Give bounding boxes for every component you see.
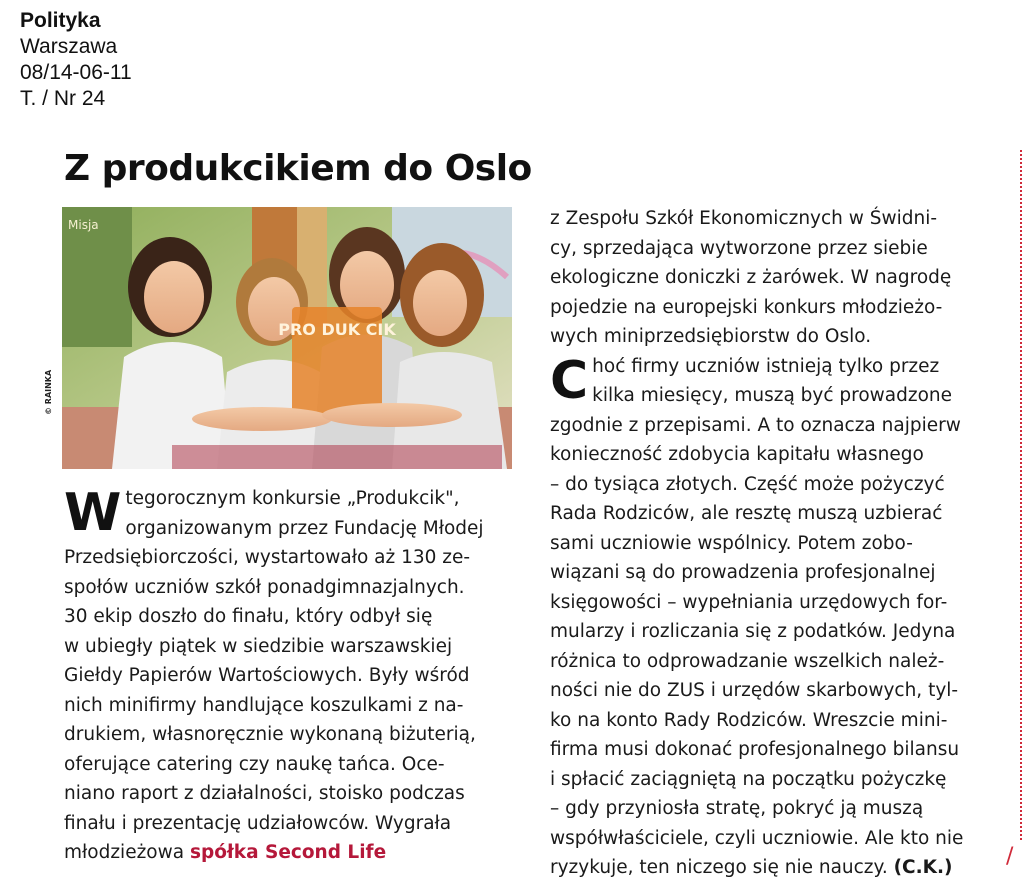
text-line: mularzy i rozliczania się z podatków. Jedyna	[550, 621, 956, 642]
text-line-prefix: młodzieżowa	[64, 842, 190, 863]
text-line: konieczność zdobycia kapitału własnego	[550, 444, 924, 465]
text-line: pojedzie na europejski konkurs młodzieżo-	[550, 296, 943, 318]
publication-name: Polityka	[20, 9, 101, 32]
text-line: tegorocznym konkursie „Produkcik",	[125, 488, 460, 509]
text-line: cy, sprzedająca wytworzone przez siebie	[550, 237, 928, 259]
text-line: kilka miesięcy, muszą być prowadzone	[592, 385, 953, 406]
text-line: 30 ekip doszło do finału, który odbył się	[64, 606, 433, 627]
text-line: z Zespołu Szkół Ekonomicznych w Świdni-	[550, 208, 938, 229]
paragraph-right	[550, 352, 963, 883]
author-signature: (C.K.)	[893, 857, 953, 878]
article-column-left	[64, 483, 484, 868]
text-line: sami uczniowie wspólnicy. Potem zobo-	[550, 532, 913, 554]
text-line: firma musi dokonać profesjonalnego bilansu	[550, 739, 960, 760]
publication-date: 08/14-06-11	[20, 61, 132, 84]
source-block	[20, 8, 132, 112]
text-line: niano raport z działalności, stoisko podczas	[64, 783, 465, 804]
publication-city: Warszawa	[20, 35, 118, 58]
text-line: w ubiegły piątek w siedzibie warszawskiej	[64, 635, 453, 657]
text-line: różnica to odprowadzanie wszelkich należ-	[550, 650, 945, 672]
text-line: ności nie do ZUS i urzędów skarbowych, tyl-	[550, 680, 959, 701]
article-photo	[62, 207, 512, 469]
text-line: Rada Rodziców, ale resztę muszą uzbierać	[550, 503, 943, 524]
text-line: księgowości – wypełniania urzędowych for-	[550, 591, 948, 613]
text-line: nich minifirmy handlujące koszulkami z na-	[64, 694, 464, 716]
text-line: Przedsiębiorczości, wystartowało aż 130 ze-	[64, 547, 471, 568]
text-line: organizowanym przez Fundację Młodej	[125, 517, 484, 539]
text-line: drukiem, własnoręcznie wykonaną biżuterią,	[64, 724, 476, 745]
text-line: społów uczniów szkół ponadgimnazjalnych.	[64, 576, 465, 598]
text-line: ekologiczne doniczki z żarówek. W nagrodę	[550, 267, 952, 288]
text-line: finału i prezentację udziałowców. Wygrała	[64, 812, 452, 834]
text-line: wych miniprzedsiębiorstw do Oslo.	[550, 326, 872, 347]
photo-credit: © RAINKA	[44, 369, 53, 415]
text-line: współwłaściciele, czyli uczniowie. Ale kto nie	[550, 827, 964, 849]
text-line: – do tysiąca złotych. Część może pożyczyć	[550, 473, 945, 495]
dotted-border-divider	[1020, 150, 1022, 840]
text-line: wiązani są do prowadzenia profesjonalnej	[550, 562, 936, 583]
publication-issue: T. / Nr 24	[20, 87, 106, 110]
text-line: zgodnie z przepisami. A to oznacza najpierw	[550, 414, 961, 436]
end-mark: /	[1006, 844, 1014, 869]
text-line: ko na konto Rady Rodziców. Wreszcie mini-	[550, 709, 948, 731]
photo-banner-text: Misja	[68, 218, 99, 232]
dropcap: W	[64, 483, 122, 543]
text-line-last	[550, 853, 963, 883]
text-line: hoć firmy uczniów istnieją tylko przez	[592, 355, 940, 377]
photo-sign-text: PRO DUK CIK	[278, 320, 396, 339]
text-line: i spłacić zaciągniętą na początku pożyczkę	[550, 768, 947, 790]
article-headline: Z produkcikiem do Oslo	[64, 148, 532, 189]
dropcap: C	[550, 350, 589, 411]
text-line: – gdy przyniosła stratę, pokryć ją muszą	[550, 798, 924, 819]
article-column-right	[550, 204, 963, 883]
company-highlight: spółka Second Life	[189, 842, 387, 863]
text-line-last	[64, 838, 476, 868]
text-line: Giełdy Papierów Wartościowych. Były wśród	[64, 665, 470, 686]
paragraph-left	[64, 483, 484, 868]
text-line-prefix: ryzykuje, ten niczego się nie nauczy.	[550, 857, 894, 878]
text-line: oferujące catering czy naukę tańca. Oce-	[64, 753, 445, 775]
